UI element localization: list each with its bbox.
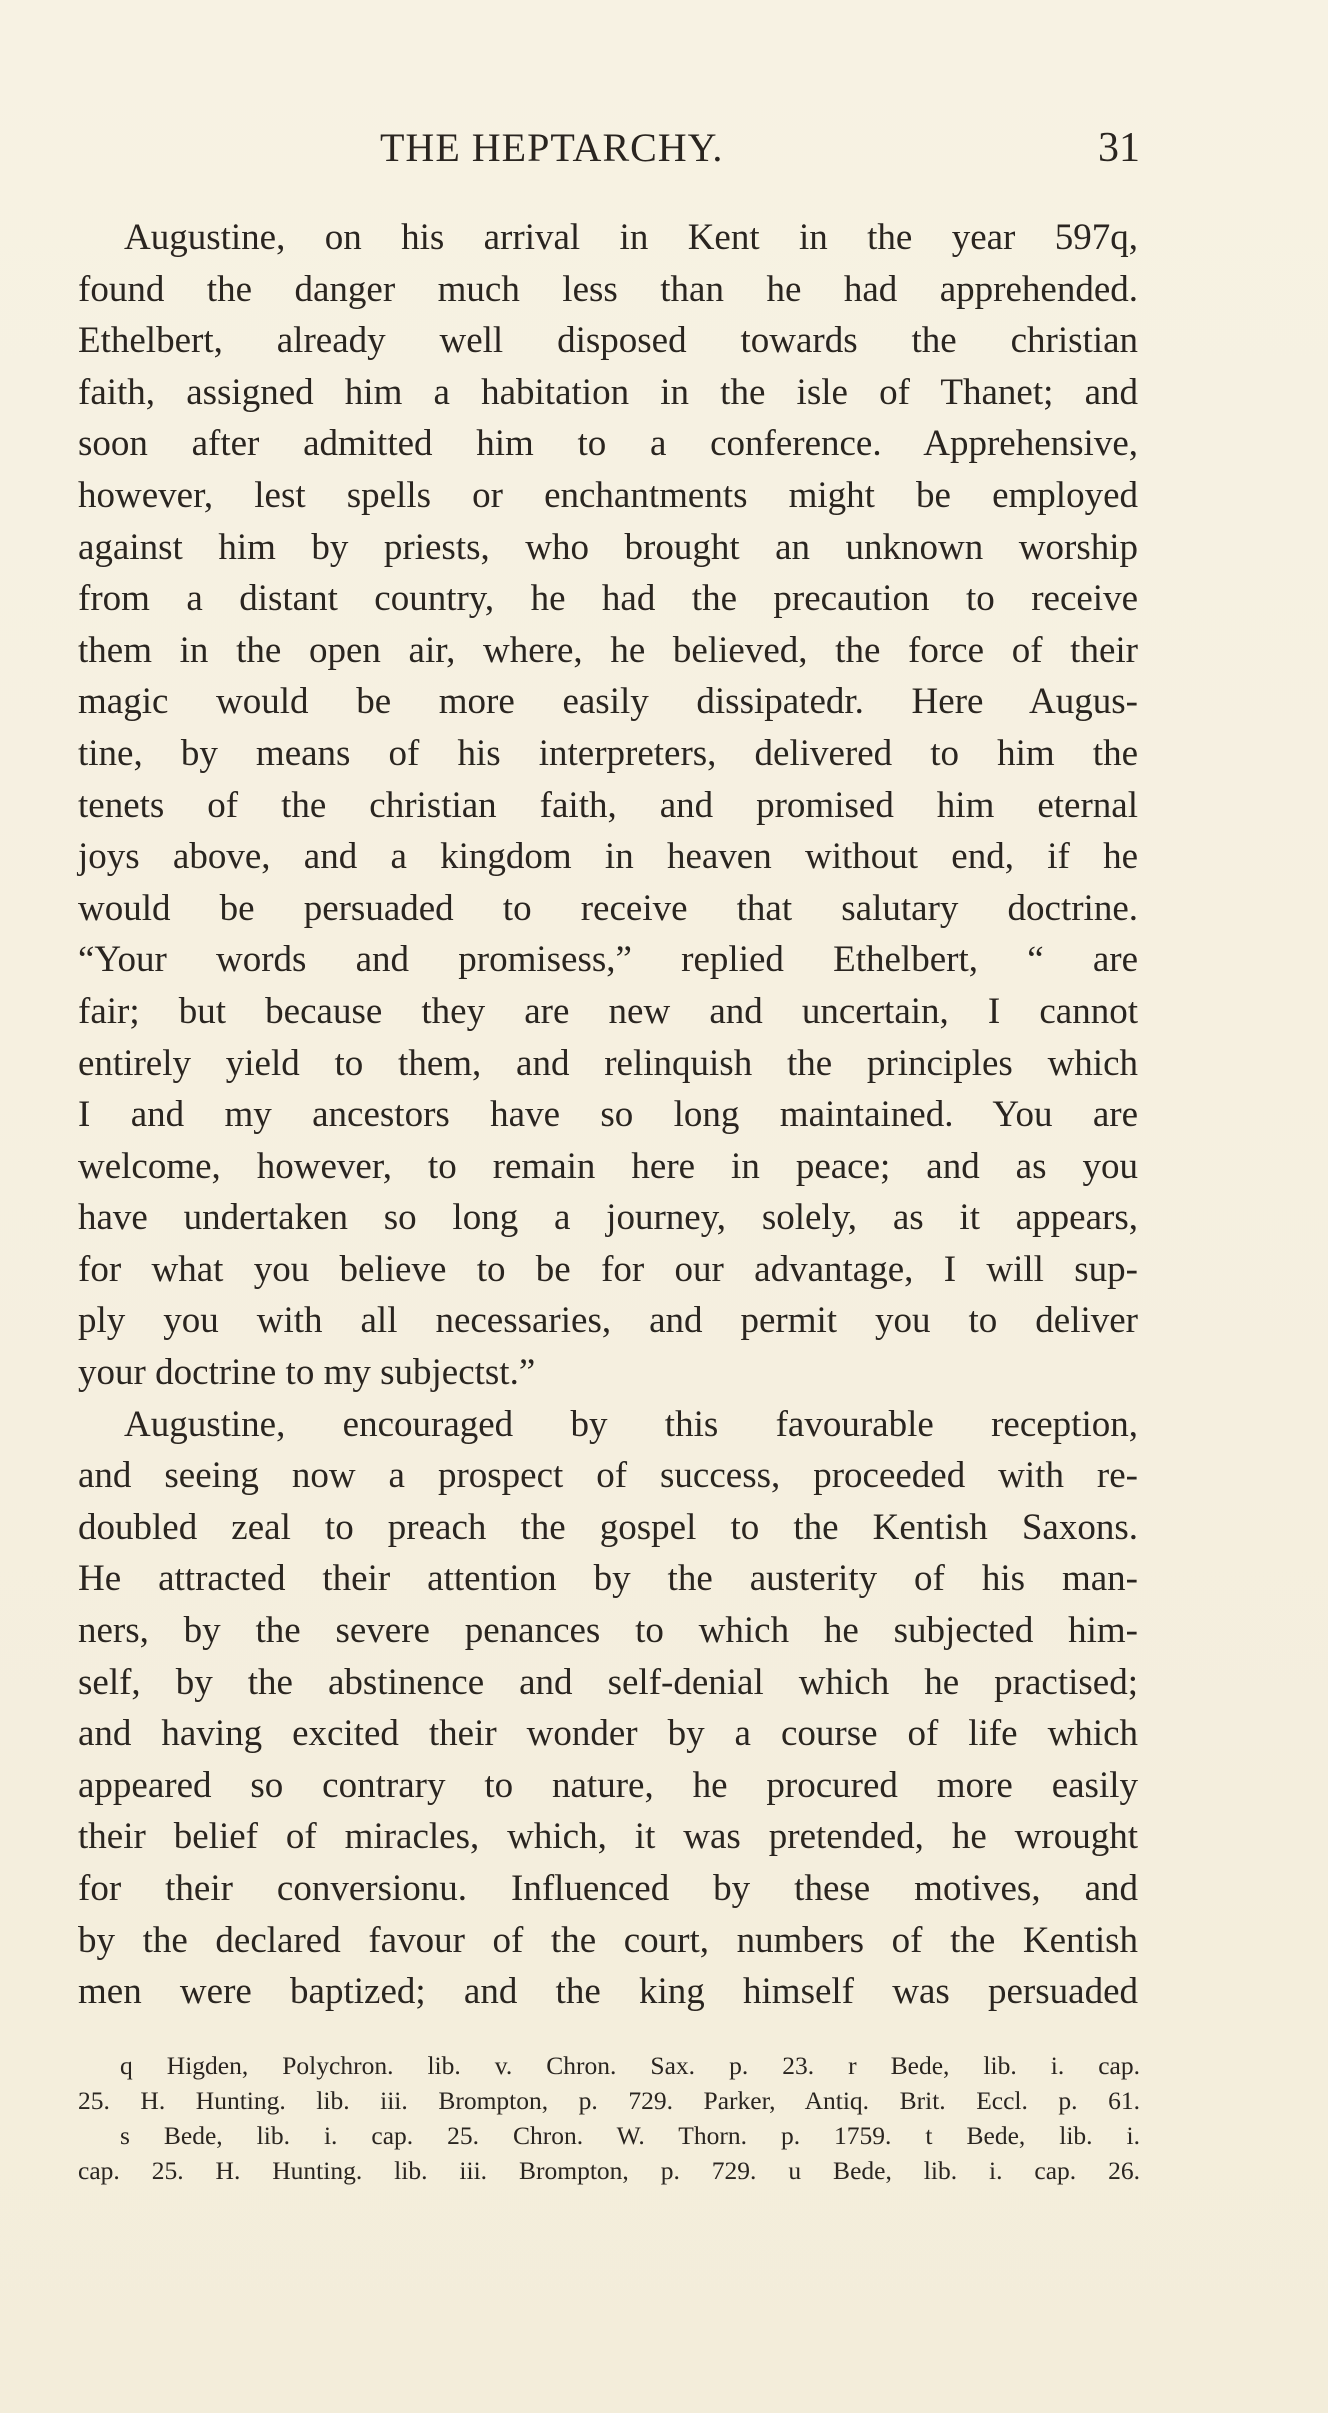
- text-line: from a distant country, he had the precaution to receive: [78, 578, 1138, 620]
- text-line: faith, assigned him a habitation in the isle of Thanet; and: [78, 371, 1138, 413]
- text-line: and seeing now a prospect of success, proceeded with re-: [78, 1455, 1138, 1497]
- text-line: Augustine, on his arrival in Kent in the year 597q,: [124, 217, 1138, 258]
- text-line: however, lest spells or enchantments might be employed: [78, 474, 1138, 516]
- text-line: Augustine, encouraged by this favourable reception,: [124, 1403, 1138, 1445]
- text-line: doubled zeal to preach the gospel to the Kentish Saxons.: [78, 1506, 1138, 1548]
- text-line: welcome, however, to remain here in peace; and as you: [78, 1145, 1138, 1187]
- text-line: for their conversionu. Influenced by these motives, and: [78, 1868, 1138, 1909]
- text-line: would be persuaded to receive that salutary doctrine.: [78, 887, 1138, 929]
- footnote-line: cap. 25. H. Hunting. lib. iii. Brompton, p. 729. u Bede, lib. i. cap. 26.: [78, 2156, 1140, 2185]
- footnotes: [78, 2048, 1140, 2188]
- running-title: THE HEPTARCHY.: [380, 125, 724, 170]
- footnote-line: 25. H. Hunting. lib. iii. Brompton, p. 729. Parker, Antiq. Brit. Eccl. p. 61.: [78, 2086, 1140, 2115]
- text-line: your doctrine to my subjectst.”: [78, 1352, 536, 1394]
- text-line: by the declared favour of the court, numbers of the Kentish: [78, 1919, 1138, 1961]
- text-line: found the danger much less than he had apprehended.: [78, 268, 1138, 310]
- text-line: have undertaken so long a journey, solely, as it appears,: [78, 1197, 1138, 1239]
- text-line: entirely yield to them, and relinquish the principles which: [78, 1042, 1138, 1084]
- text-line: He attracted their attention by the austerity of his man-: [78, 1558, 1138, 1600]
- footnote-line: q Higden, Polychron. lib. v. Chron. Sax. p. 23. r Bede, lib. i. cap.: [120, 2051, 1140, 2080]
- text-line: soon after admitted him to a conference. Apprehensive,: [78, 423, 1138, 465]
- text-line: I and my ancestors have so long maintained. You are: [78, 1094, 1138, 1136]
- text-line: ners, by the severe penances to which he subjected him-: [78, 1610, 1138, 1652]
- text-line: self, by the abstinence and self-denial which he practised;: [78, 1661, 1138, 1703]
- text-line: joys above, and a kingdom in heaven without end, if he: [78, 836, 1138, 878]
- text-line: tine, by means of his interpreters, delivered to him the: [78, 732, 1138, 774]
- text-line: ply you with all necessaries, and permit you to deliver: [78, 1300, 1138, 1342]
- text-line: against him by priests, who brought an unknown worship: [78, 526, 1138, 568]
- text-line: men were baptized; and the king himself was persuaded: [78, 1971, 1138, 2013]
- text-line: for what you believe to be for our advantage, I will sup-: [78, 1248, 1138, 1290]
- text-line: appeared so contrary to nature, he procured more easily: [78, 1764, 1138, 1806]
- text-line: their belief of miracles, which, it was pretended, he wrought: [78, 1816, 1138, 1858]
- text-line: fair; but because they are new and uncertain, I cannot: [78, 990, 1138, 1032]
- text-line: “Your words and promisess,” replied Ethelbert, “ are: [78, 939, 1138, 981]
- footnote-line: s Bede, lib. i. cap. 25. Chron. W. Thorn. p. 1759. t Bede, lib. i.: [120, 2121, 1140, 2150]
- page-number: 31: [1098, 125, 1140, 171]
- body-text: [78, 212, 1138, 2018]
- text-line: Ethelbert, already well disposed towards the christian: [78, 320, 1138, 362]
- text-line: magic would be more easily dissipatedr. Here Augus-: [78, 681, 1138, 723]
- text-line: them in the open air, where, he believed, the force of their: [78, 629, 1138, 671]
- page-header: [80, 124, 1140, 184]
- text-line: and having excited their wonder by a course of life which: [78, 1713, 1138, 1755]
- text-line: tenets of the christian faith, and promised him eternal: [78, 784, 1138, 826]
